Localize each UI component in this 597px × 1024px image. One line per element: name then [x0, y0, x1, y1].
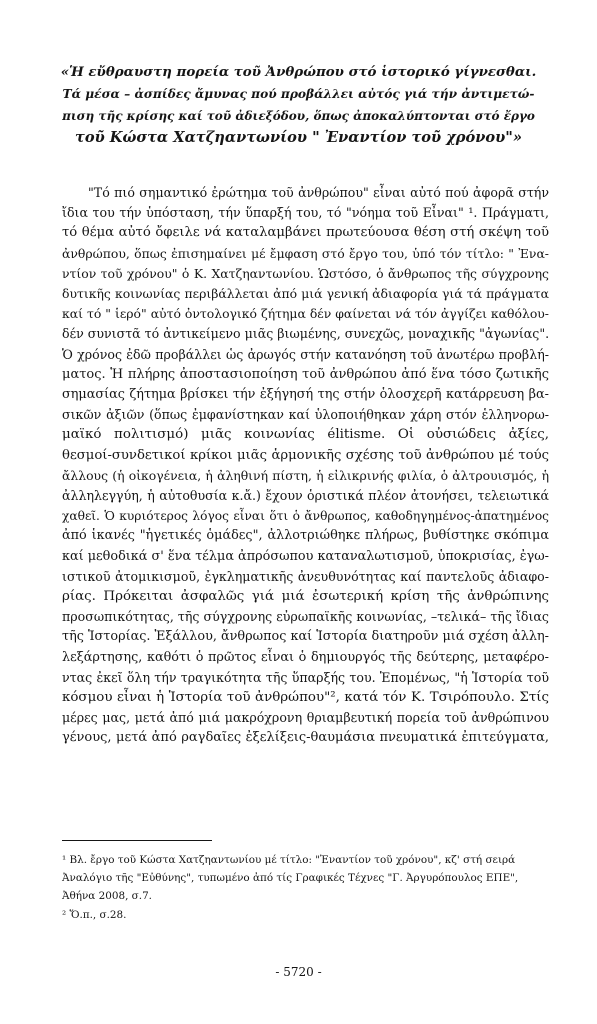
body-text — [62, 183, 549, 749]
body-line: ματος. Ἡ πλήρης ἀποστασιοποίηση τοῦ ἀνθρώπου ἀπό ἕνα τόσο ζωτικῆς — [62, 366, 549, 382]
body-line: ιστικοῦ ἀτομικισμοῦ, ἐγκληματικῆς ἀνευθυνότητας καί παντελοῦς ἀδιαφο- — [62, 568, 549, 584]
body-line: χαθεῖ. Ὁ κυριότερος λόγος εἶναι ὅτι ὁ ἄνθρωπος, καθοδηγημένος-ἀπατημένος — [62, 509, 549, 524]
body-line: λεξάρτησης, καθότι ὁ πρῶτος εἶναι ὁ δημιουργός τῆς δεύτερης, μεταφέρο- — [62, 649, 549, 665]
title-line: Τά μέσα – ἀσπίδες ἄμυνας πού προβάλλει αὐτός γιά τήν ἀντιμετώ- — [62, 87, 535, 101]
body-line: "Τό πιό σημαντικό ἐρώτημα τοῦ ἀνθρώπου" εἶναι αὐτό πού ἀφορᾶ στήν — [88, 185, 549, 200]
body-line: δυτικῆς κοινωνίας περιβάλλεται ἀπό μιά γενική ἀδιαφορία γιά τά πράγματα — [62, 286, 549, 302]
article-title — [60, 61, 537, 149]
footnote-line: ¹ Βλ. ἔργο τοῦ Κώστα Χατζηαντωνίου μέ τίτλο: "Ἐναντίον τοῦ χρόνου", κζ' στή σειρά — [62, 854, 516, 866]
body-line: σημασίας ζήτημα βρίσκει τήν ἐξήγησή της στήν ὁλοσχερῆ κατάρρευση βα- — [62, 387, 549, 403]
body-line: καί τό " ἱερό" αὐτό ὀντολογικό ζήτημα δέν φαίνεται νά τόν ἀγγίζει καθόλου- — [62, 306, 549, 322]
body-line: ἴδια του τήν ὑπόσταση, τήν ὕπαρξή του, τό "νόημα τοῦ Εἶναι" ¹. Πράγματι, — [62, 205, 549, 221]
footnote-line: Ἀθήνα 2008, σ.7. — [62, 890, 152, 903]
body-line: ντας ἐκεῖ ὅλη τήν τραγικότητα τῆς ὕπαρξής του. Ἑπομένως, "ἡ Ἱστορία τοῦ — [62, 669, 549, 685]
body-line: σικῶν ἀξιῶν (ὅπως ἐμφανίστηκαν καί ὑλοποιήθηκαν χάρη στόν ἑλληνορω- — [62, 407, 549, 423]
body-line: ἀπό ἱκανές "ἡγετικές ὁμάδες", ἀλλοτριώθηκε πλήρως, βυθίστηκε σκόπιμα — [62, 528, 549, 544]
body-line: μέρες μας, μετά ἀπό μιά μακρόχρονη θριαμβευτική πορεία τοῦ ἀνθρώπινου — [62, 710, 549, 726]
footnotes — [62, 851, 549, 924]
body-line: Ὁ χρόνος ἐδῶ προβάλλει ὡς ἀρωγός στήν κατανόηση τοῦ ἀνωτέρω προβλή- — [62, 346, 549, 362]
body-line: ἀνθρώπου, ὅπως ἐπισημαίνει μέ ἔμφαση στό ἔργο του, ὑπό τόν τίτλο: " Ἐνα- — [62, 245, 549, 261]
body-line: τό θέμα αὐτό ὄφειλε νά καταλαμβάνει πρωτεύουσα θέση στή σκέψη τοῦ — [62, 225, 549, 241]
body-line: καί μεθοδικά σ' ἕνα τέλμα ἀπρόσωπου καταναλωτισμοῦ, ὑποκρισίας, ἐγω- — [62, 548, 549, 564]
body-line: ἀλληλεγγύη, ἡ αὐτοθυσία κ.ἄ.) ἔχουν ὁριστικά πλέον ἀτονήσει, τελειωτικά — [62, 488, 549, 504]
title-line: «Ἡ εὔθραυστη πορεία τοῦ Ἀνθρώπου στό ἱστορικό γίγνεσθαι. — [60, 64, 537, 80]
body-line: ἄλλους (ἡ οἰκογένεια, ἡ ἀληθινή πίστη, ἡ εἰλικρινής φιλία, ὁ ἀλτρουισμός, ἡ — [62, 467, 549, 483]
body-line: ντίον τοῦ χρόνου" ὁ Κ. Χατζηαντωνίου. Ὡστόσο, ὁ ἄνθρωπος τῆς σύγχρονης — [62, 265, 549, 281]
body-line: κόσμου εἶναι ἡ Ἱστορία τοῦ ἀνθρώπου"², κατά τόν Κ. Τσιρόπουλο. Στίς — [62, 690, 549, 706]
body-line: θεσμοί-συνδετικοί κρίκοι μιᾶς ἁρμονικῆς σχέσης τοῦ ἀνθρώπου μέ τούς — [62, 447, 549, 463]
footnote-divider — [62, 840, 212, 841]
body-line: τῆς Ἱστορίας. Ἐξάλλου, ἄνθρωπος καί Ἱστορία διατηροῦν μιά σχέση ἀλλη- — [62, 629, 549, 645]
footnote-line: ² Ὅ.π., σ.28. — [62, 908, 127, 921]
body-line: γένους, μετά ἀπό ραγδαῖες ἐξελίξεις-θαυμάσια πνευματικά ἐπιτεύγματα, — [62, 730, 549, 746]
title-line: τοῦ Κώστα Χατζηαντωνίου " Ἐναντίον τοῦ χρόνου"» — [75, 129, 522, 146]
body-line: ρίας. Πρόκειται ἀσφαλῶς γιά μιά ἐσωτερική κρίση τῆς ἀνθρώπινης — [62, 589, 549, 605]
title-line: πιση τῆς κρίσης καί τοῦ ἀδιεξόδου, ὅπως ἀποκαλύπτονται στό ἔργο — [62, 109, 535, 123]
body-line: μαϊκό πολιτισμό) μιᾶς κοινωνίας élitisme. Οἱ οὐσιώδεις ἀξίες, — [62, 427, 549, 443]
footnote-line: Ἀναλόγιο τῆς "Εὐθύνης", τυπωμένο ἀπό τίς Γραφικές Τέχνες "Γ. Ἀργυρόπουλος ΕΠΕ", — [62, 872, 519, 885]
body-line: δέν συνιστᾶ τό ἀντικείμενο μιᾶς βιωμένης, συνεχῶς, μοναχικῆς "ἀγωνίας". — [62, 326, 550, 342]
body-line: προσωπικότητας, τῆς σύγχρονης εὐρωπαϊκῆς κοινωνίας, –τελικά– τῆς ἴδιας — [62, 609, 549, 625]
page-number: - 5720 - — [275, 965, 322, 979]
